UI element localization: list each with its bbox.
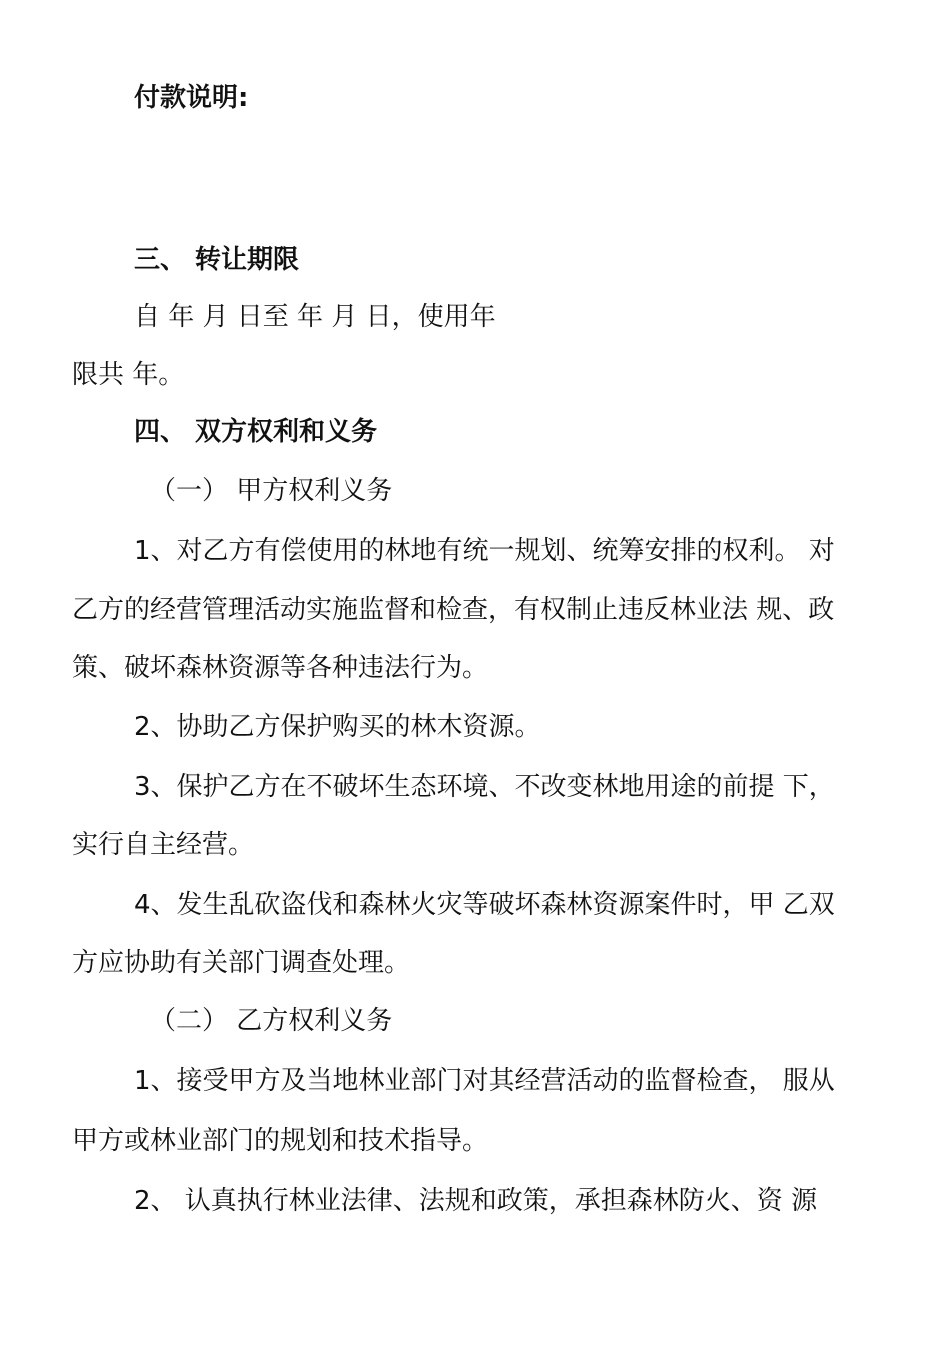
section-3-line-2: 限共 年。 [72, 360, 185, 390]
party-a-item-3-line-1: 3、保护乙方在不破坏生态环境、不改变林地用途的前提 下， [134, 772, 835, 802]
party-b-item-2-line-1: 2、 认真执行林业法律、法规和政策，承担森林防火、资 源 [134, 1186, 818, 1216]
subsection-2-heading: （二） 乙方权利义务 [150, 1006, 393, 1036]
party-a-item-4-line-2: 方应协助有关部门调查处理。 [72, 948, 411, 978]
party-b-item-1-line-1: 1、接受甲方及当地林业部门对其经营活动的监督检查， 服从 [134, 1066, 835, 1096]
section-4-heading: 四、 双方权利和义务 [134, 417, 378, 447]
party-a-item-4-line-1: 4、发生乱砍盗伐和森林火灾等破坏森林资源案件时，甲 乙双 [134, 890, 835, 920]
subsection-1-heading: （一） 甲方权利义务 [150, 476, 393, 506]
party-a-item-3-line-2: 实行自主经营。 [72, 830, 255, 860]
payment-heading: 付款说明: [134, 83, 249, 113]
party-a-item-1-line-2: 乙方的经营管理活动实施监督和检查，有权制止违反林业法 规、政 [72, 595, 835, 625]
section-3-line-1: 自 年 月 日至 年 月 日，使用年 [134, 302, 496, 332]
party-a-item-2-line-1: 2、协助乙方保护购买的林木资源。 [134, 712, 541, 742]
party-a-item-1-line-1: 1、对乙方有偿使用的林地有统一规划、统筹安排的权利。 对 [134, 536, 835, 566]
party-a-item-1-line-3: 策、破坏森林资源等各种违法行为。 [72, 653, 489, 683]
party-b-item-1-line-2: 甲方或林业部门的规划和技术指导。 [72, 1126, 489, 1156]
section-3-heading: 三、 转让期限 [134, 245, 300, 275]
